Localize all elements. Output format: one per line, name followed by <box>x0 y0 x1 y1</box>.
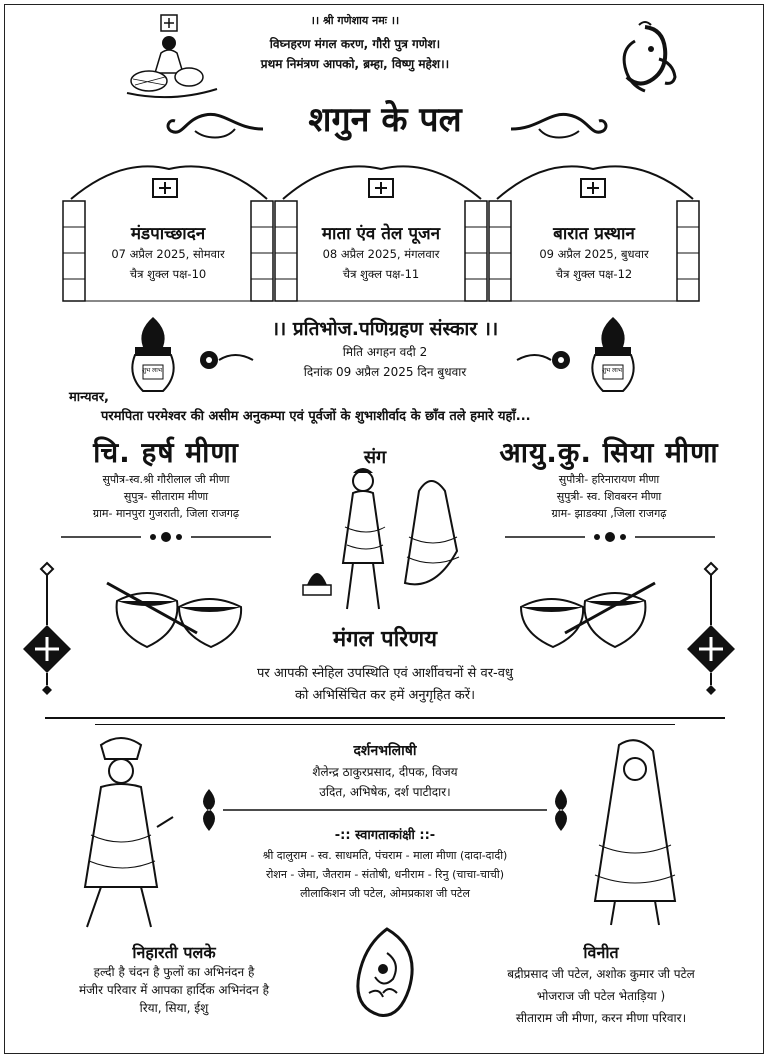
mangal-line-2: को अभिसिंचित कर हमें अनुगृहित करें। <box>295 688 475 703</box>
bride-line-3: ग्राम- झाडक्या ,जिला राजगढ़ <box>551 507 667 520</box>
swagat-title: -:: स्वागताकांक्षी ::- <box>334 828 436 843</box>
ceremony-date: दिनांक 09 अप्रैल 2025 दिन बुधवार <box>303 365 467 379</box>
right-kalash-label: शुभ लाभ <box>601 367 623 374</box>
event-1-title: मंडपाच्छादन <box>130 224 206 244</box>
left-kalash-icon <box>125 315 181 395</box>
swagat-line-1: श्री दालुराम - स्व. साधमति, पंचराम - माला मीणा (दादा-दादी) <box>262 849 508 862</box>
section-divider-thin <box>95 724 675 725</box>
event-1-date: 07 अप्रैल 2025, सोमवार <box>111 247 225 261</box>
paisley-ornament-icon <box>347 923 427 1023</box>
right-hanging-swastika-icon <box>681 557 741 699</box>
verse-line-1: विघ्नहरण मंगल करण, गौरी पुत्र गणेश। <box>269 37 441 51</box>
swagat-line-2: रोशन - जेमा, जैतराम - संतोषी, धनीराम - रिनु (चाचा-चाची) <box>266 868 504 881</box>
nihar-title: निहारती पलके <box>132 943 216 962</box>
bride-name: आयु.कु. सिया मीणा <box>499 436 719 469</box>
groom-name: चि. हर्ष मीणा <box>93 436 239 469</box>
vinit-line-3: सीताराम जी मीणा, करन मीणा परिवार। <box>515 1011 687 1025</box>
left-dhol-icon <box>97 573 247 653</box>
vinit-block <box>451 941 751 1029</box>
event-3-title: बारात प्रस्थान <box>553 224 635 244</box>
bride-divider-icon <box>505 529 715 545</box>
nihar-line-3: रिया, सिया, ईशु <box>139 1001 209 1015</box>
event-3-date: 09 अप्रैल 2025, बुधवार <box>539 247 649 261</box>
event-3 <box>511 221 677 284</box>
card-title: शगुन के पल <box>308 100 462 140</box>
mangal-line-1: पर आपकी स्नेहिल उपस्थिति एवं आर्शीवचनों से वर-वधु <box>257 666 513 681</box>
right-flourish-icon <box>509 101 609 141</box>
nihar-line-2: मंजीर परिवार में आपका हार्दिक अभिनंदन है <box>78 983 270 997</box>
groom-line-2: सुपुत्र- सीताराम मीणा <box>123 490 209 503</box>
darshan-title: दर्शनभलिाषी <box>353 743 417 759</box>
ceremony-miti: मिति अगहन वदी 2 <box>342 345 428 359</box>
groom-line-1: सुपौत्र-स्व.श्री गौरीलाल जी मीणा <box>102 473 230 486</box>
groom-line-3: ग्राम- मानपुरा गुजराती, जिला राजगढ़ <box>92 507 240 520</box>
left-hanging-swastika-icon <box>17 557 77 699</box>
sang-label: संग <box>363 447 387 468</box>
events-row <box>61 157 711 307</box>
groom-figure-icon <box>61 735 181 935</box>
bride-block <box>479 433 739 522</box>
nihar-line-1: हल्दी है चंदन है फुलों का अभिनंदन है <box>93 965 255 979</box>
event-2-title: माता एंव तेल पूजन <box>321 224 441 244</box>
salutation: मान्यवर, <box>69 390 109 405</box>
event-2-tithi: चैत्र शुक्ल पक्ष-11 <box>342 267 420 281</box>
left-kalash-label: शुभ लाभ <box>141 367 163 374</box>
bride-line-1: सुपौत्री- हरिनारायण मीणा <box>558 473 660 486</box>
darshan-line-1: शैलेन्द्र ठाकुरप्रसाद, दीपक, विजय <box>312 765 458 779</box>
event-1-tithi: चैत्र शुक्ल पक्ष-10 <box>129 267 207 281</box>
vinit-title: विनीत <box>583 943 619 962</box>
vinit-line-2: भोजराज जी पटेल भेताड़िया ) <box>536 989 666 1003</box>
ceremony-title: ।। प्रतिभोज.पणिग्रहण संस्कार ।। <box>271 318 499 340</box>
bride-line-2: सुपुत्री- स्व. शिवबरन मीणा <box>556 490 662 503</box>
swagat-line-3: लीलाकिशन जी पटेल, ओमप्रकाश जी पटेल <box>300 887 470 900</box>
event-2-date: 08 अप्रैल 2025, मंगलवार <box>322 247 440 261</box>
couple-illustration-icon <box>301 467 477 613</box>
nihar-block <box>29 941 319 1017</box>
invitation-card <box>4 4 764 1054</box>
darshan-line-2: उदित, अभिषेक, दर्श पाटीदार। <box>319 785 451 799</box>
greeting-text: परमपिता परमेश्वर की असीम अनुकम्पा एवं पूर्वजों के शुभाशीर्वाद के छाँव तले हमारे यहाँ... <box>101 409 531 424</box>
bride-figure-icon <box>575 735 695 935</box>
invocation: ।। श्री गणेशाय नमः ।। <box>310 14 400 27</box>
vinit-line-1: बद्रीप्रसाद जी पटेल, अशोक कुमार जी पटेल <box>507 967 695 981</box>
right-dhol-icon <box>515 573 665 653</box>
mangal-title: मंगल परिणय <box>333 626 437 652</box>
ganesha-icon <box>605 19 685 101</box>
event-1 <box>85 221 251 284</box>
event-2 <box>297 221 465 284</box>
verse-line-2: प्रथम निमंत्रण आपको, ब्रम्हा, विष्णु महेश।। <box>260 57 450 71</box>
right-kalash-icon <box>585 315 641 395</box>
event-3-tithi: चैत्र शुक्ल पक्ष-12 <box>555 267 633 281</box>
section-divider <box>45 717 725 719</box>
groom-divider-icon <box>61 529 271 545</box>
groom-block <box>41 433 291 522</box>
